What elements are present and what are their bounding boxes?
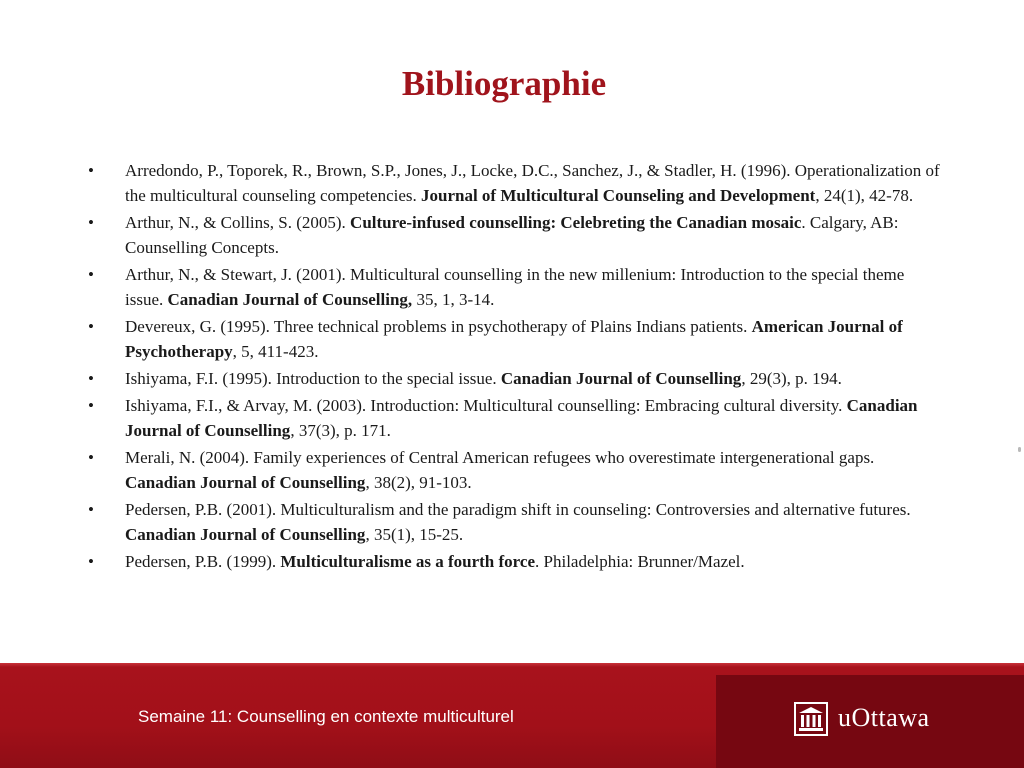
reference-text: Pedersen, P.B. (1999). — [125, 552, 281, 571]
bullet-icon: • — [88, 317, 94, 336]
reference-item — [0, 158, 940, 208]
logo-panel — [716, 675, 1024, 768]
reference-source: Canadian Journal of Counselling — [125, 473, 366, 492]
reference-text: , 37(3), p. 171. — [290, 421, 391, 440]
reference-source: Canadian Journal of Counselling — [500, 369, 742, 388]
bullet-icon: • — [88, 396, 94, 415]
university-building-icon — [794, 702, 828, 736]
reference-item — [0, 210, 940, 260]
reference-list — [0, 158, 940, 576]
bullet-icon: • — [88, 265, 94, 284]
reference-text: Ishiyama, F.I. (1995). Introduction to the special issue. — [125, 369, 501, 388]
reference-item — [0, 314, 940, 364]
reference-text: Devereux, G. (1995). Three technical problems in psychotherapy of Plains Indians patients. — [125, 317, 752, 336]
logo-wordmark: uOttawa — [838, 703, 930, 732]
slide-title: Bibliographie — [401, 64, 607, 103]
footer-band — [0, 663, 1024, 768]
reference-text: Arthur, N., & Collins, S. (2005). — [125, 213, 351, 232]
bullet-icon: • — [88, 213, 94, 232]
reference-text: , 35(1), 15-25. — [365, 525, 464, 544]
reference-text: Merali, N. (2004). Family experiences of Central American refugees who overestimate intergenerational gaps. — [125, 448, 875, 467]
reference-text: , 29(3), p. 194. — [741, 369, 842, 388]
bullet-icon: • — [88, 161, 94, 180]
reference-source: American Journal of Psychotherapy — [125, 317, 903, 361]
bullet-icon: • — [88, 500, 94, 519]
decorative-mark — [1018, 447, 1021, 452]
bullet-icon: • — [88, 448, 94, 467]
course-label: Semaine 11: Counselling en contexte multiculturel — [138, 707, 514, 726]
reference-source: Journal of Multicultural Counseling and Development — [421, 186, 816, 205]
reference-text: 35, 1, 3-14. — [412, 290, 495, 309]
reference-source: Multiculturalisme as a fourth force — [280, 552, 536, 571]
reference-item — [0, 366, 940, 391]
reference-item — [0, 497, 940, 547]
reference-source: Canadian Journal of Counselling — [125, 396, 918, 440]
reference-text: Arredondo, P., Toporek, R., Brown, S.P., Jones, J., Locke, D.C., Sanchez, J., & Stadler, H. (1996). Operationalization of the multicultural counseling competencies. — [125, 161, 940, 205]
reference-source: Canadian Journal of Counselling — [125, 525, 366, 544]
reference-text: . Philadelphia: Brunner/Mazel. — [535, 552, 745, 571]
reference-text: , 5, 411-423. — [232, 342, 319, 361]
reference-text: Pedersen, P.B. (2001). Multiculturalism and the paradigm shift in counseling: Controversies and alternative futures. — [125, 500, 911, 519]
reference-text: Arthur, N., & Stewart, J. (2001). Multicultural counselling in the new millenium: Introduction to the special theme issue. — [125, 265, 905, 309]
reference-item — [0, 393, 940, 443]
bullet-icon: • — [88, 369, 94, 388]
reference-item — [0, 262, 940, 312]
reference-item — [0, 549, 940, 574]
reference-source: Culture-infused counselling: Celebreting the Canadian mosaic — [350, 213, 802, 232]
reference-source: Canadian Journal of Counselling, — [167, 290, 413, 309]
reference-item — [0, 445, 940, 495]
reference-text: . Calgary, AB: Counselling Concepts. — [125, 213, 899, 257]
reference-text: , 24(1), 42-78. — [815, 186, 914, 205]
reference-text: Ishiyama, F.I., & Arvay, M. (2003). Introduction: Multicultural counselling: Embracing cultural diversity. — [125, 396, 847, 415]
reference-text: , 38(2), 91-103. — [365, 473, 472, 492]
bullet-icon: • — [88, 552, 94, 571]
